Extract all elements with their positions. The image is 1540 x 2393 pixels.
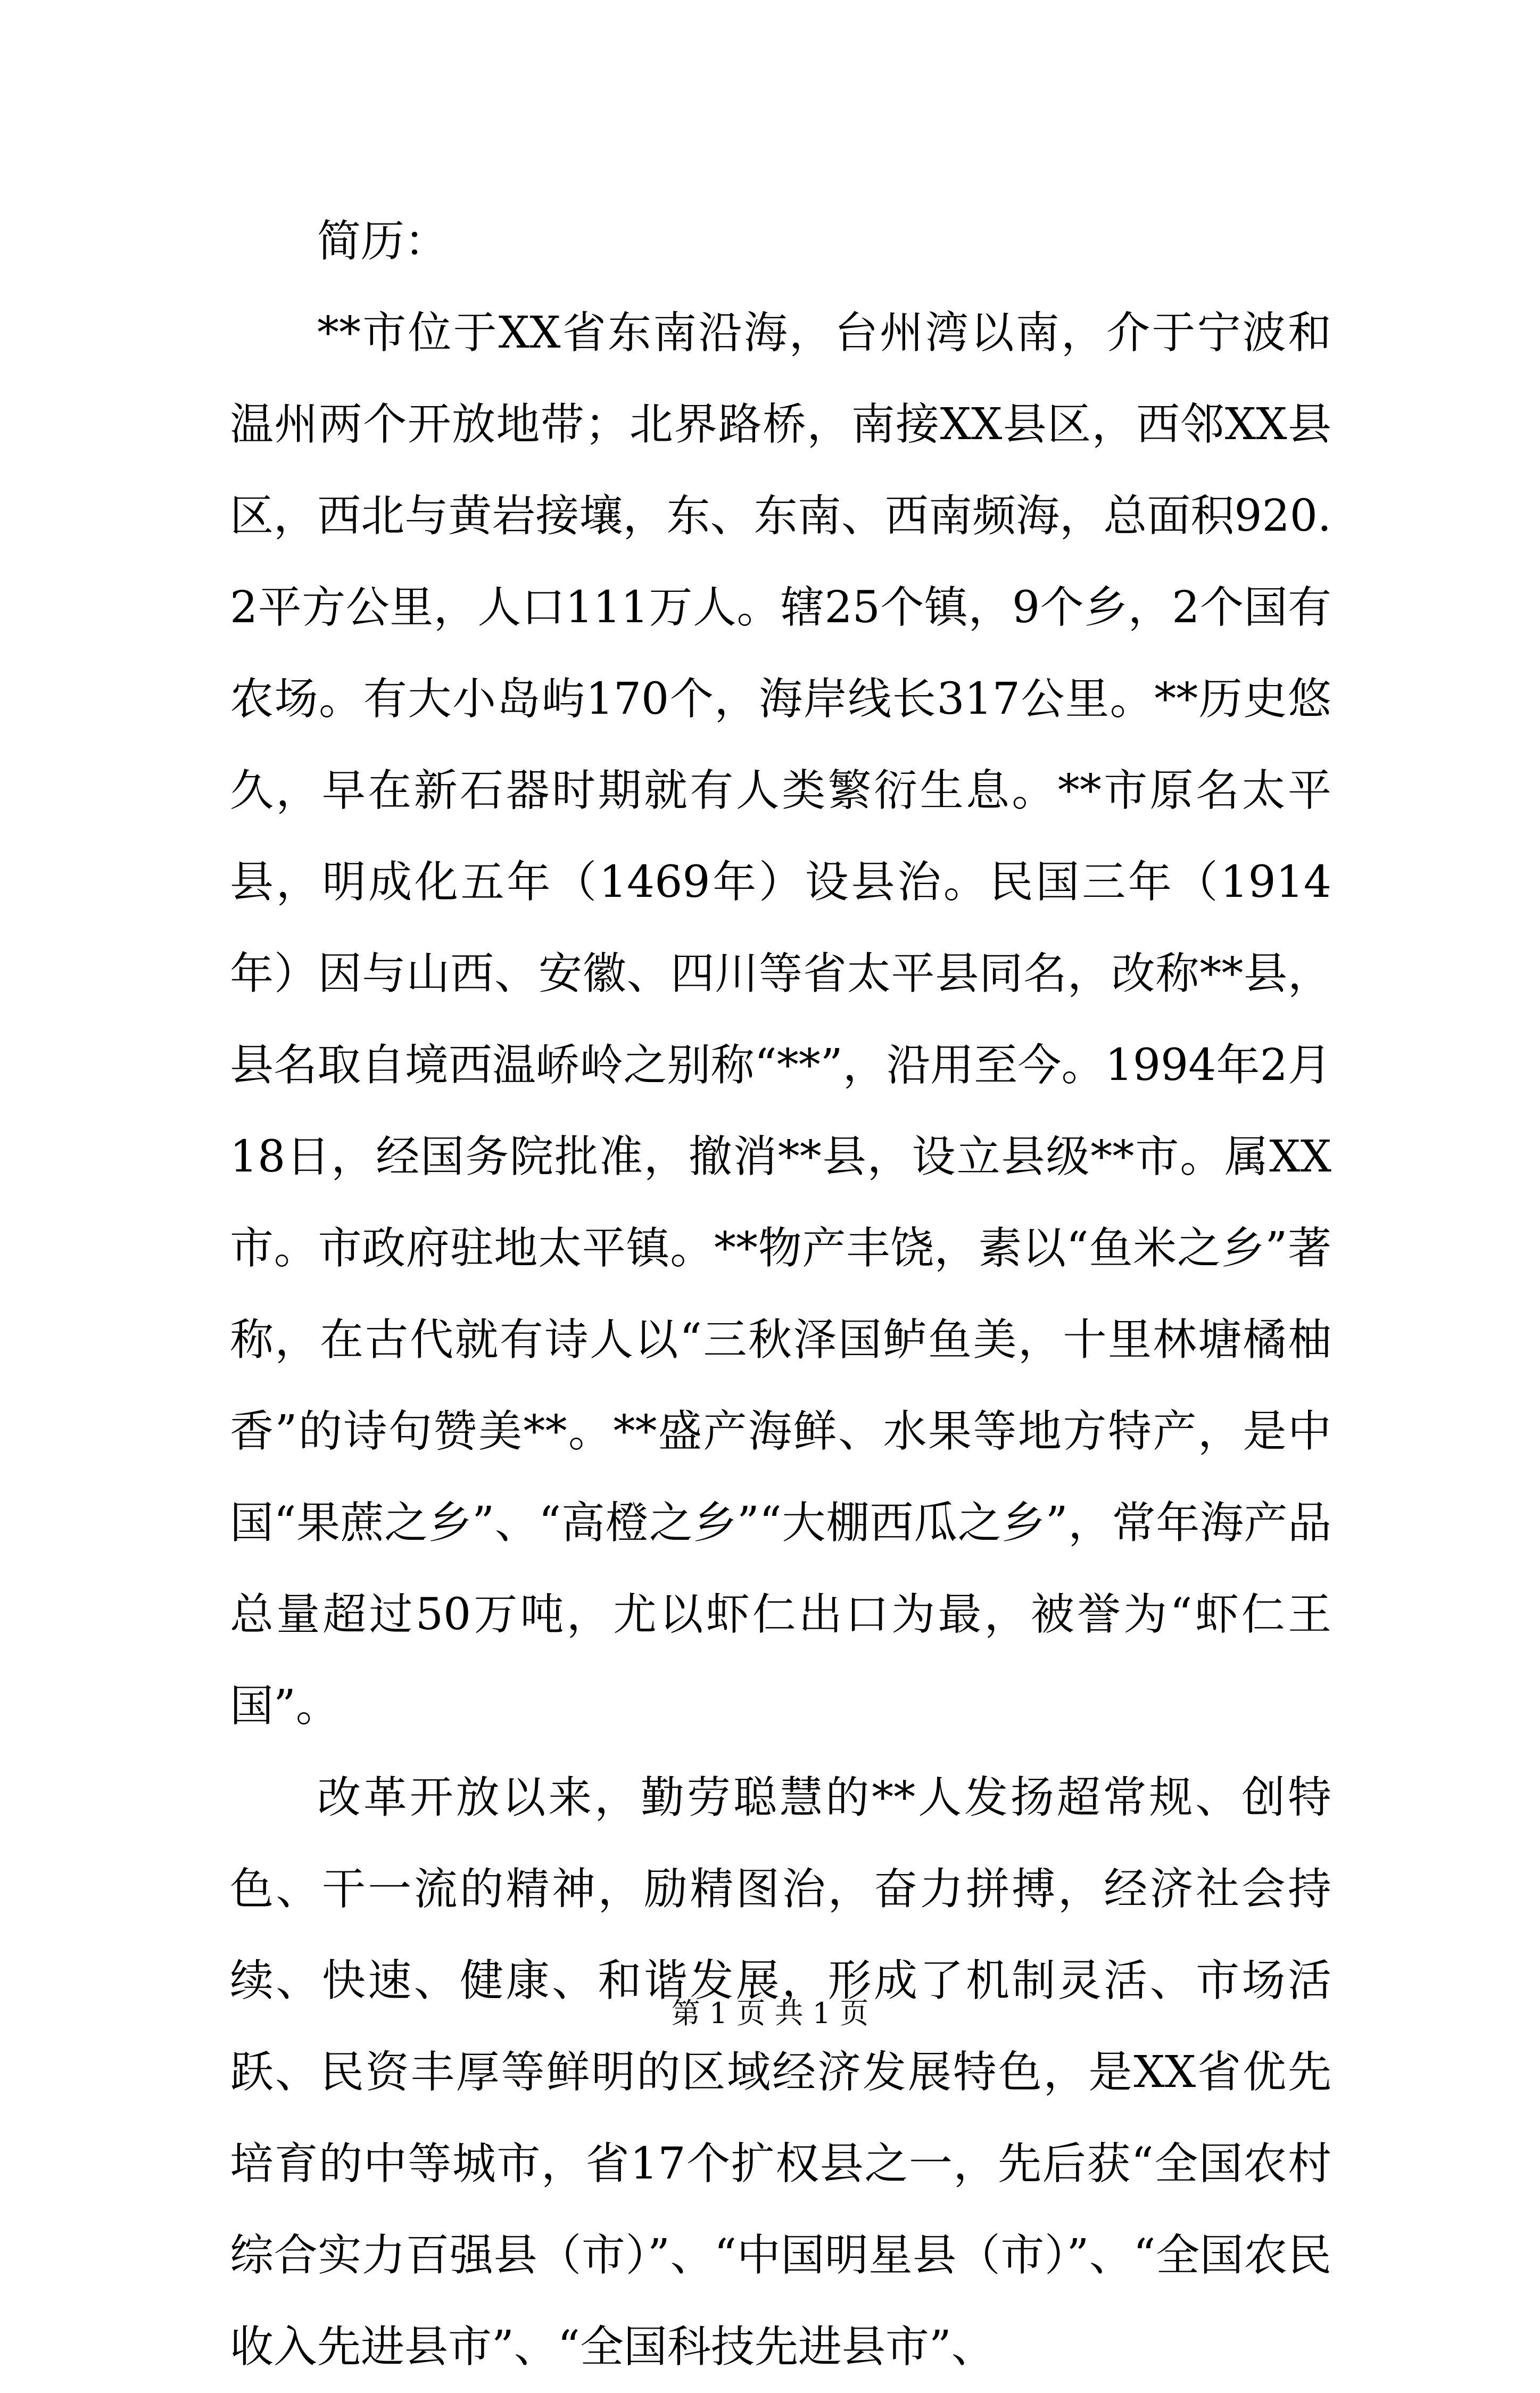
paragraph-reform: 改革开放以来，勤劳聪慧的**人发扬超常规、创特色、干一流的精神，励精图治，奋力拼搏，经济社会持续、快速、健康、和谐发展，形成了机制灵活、市场活跃、民资丰厚等鲜明的区域经济发展特色，是XX省优先培育的中等城市，省17个扩权县之一，先后获“全国农村综合实力百强县（市）”、“中国明星县（市）”、“全国农民收入先进县市”、“全国科技先进县市”、 — [230, 1772, 1331, 2372]
section-heading: 简历： — [317, 216, 449, 267]
document-body — [230, 196, 1331, 2393]
page-footer: 第 1 页 共 1 页 — [671, 1996, 869, 2030]
paragraph-intro: **市位于XX省东南沿海，台州湾以南，介于宁波和温州两个开放地带；北界路桥，南接XX县区，西邻XX县区，西北与黄岩接壤，东、东南、西南频海，总面积920.2平方公里，人口111万人。辖25个镇，9个乡，2个国有农场。有大小岛屿170个，海岸线长317公里。**历史悠久，早在新石器时期就有人类繁衍生息。**市原名太平县，明成化五年（1469年）设县治。民国三年（1914年）因与山西、安徽、四川等省太平县同名，改称**县，县名取自境西温峤岭之别称“**”，沿用至今。1994年2月18日，经国务院批准，撤消**县，设立县级**市。属XX市。市政府驻地太平镇。**物产丰饶，素以“鱼米之乡”著称，在古代就有诗人以“三秋泽国鲈鱼美，十里林塘橘柚香”的诗句赞美**。**盛产海鲜、水果等地方特产，是中国“果蔗之乡”、“高橙之乡”“大棚西瓜之乡”，常年海产品总量超过50万吨，尤以虾仁出口为最，被誉为“虾仁王国”。 — [230, 308, 1331, 1731]
